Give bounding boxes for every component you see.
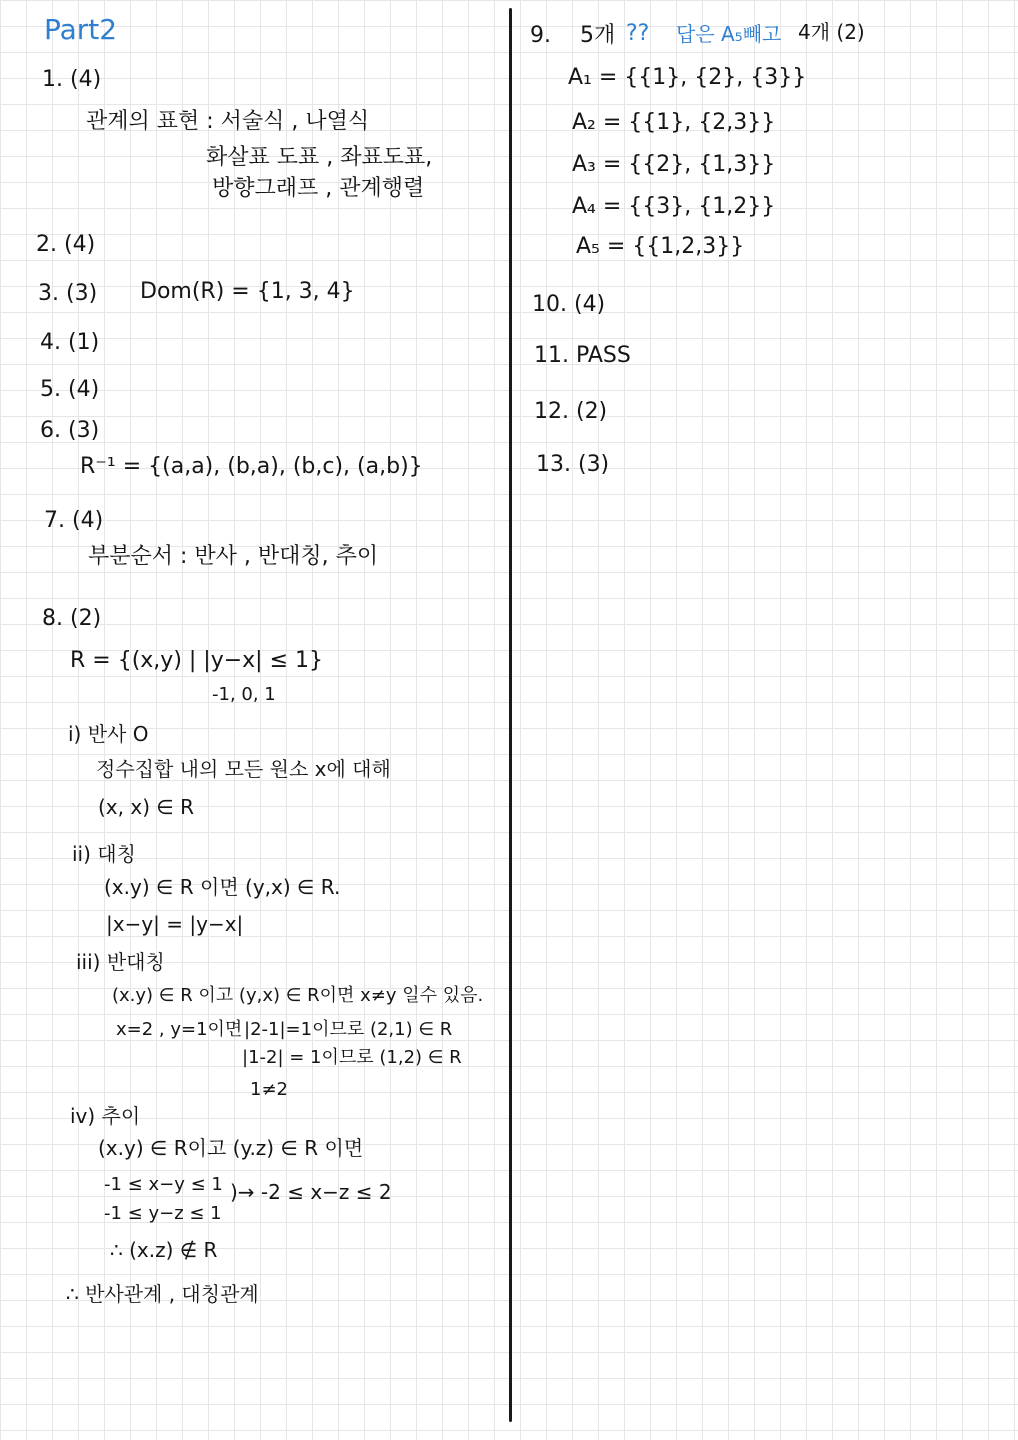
antisymmetric-line2a: x=2 , y=1이면	[116, 1019, 243, 1040]
q9-note: 4개 (2)	[798, 20, 865, 44]
q3-note: Dom(R) = {1, 3, 4}	[140, 279, 355, 304]
reflexive-line1: 정수집합 내의 모든 원소 x에 대해	[96, 757, 391, 781]
transitive-line1: (x.y) ∈ R이고 (y.z) ∈ R 이면	[98, 1136, 364, 1160]
q1-note-line2: 화살표 도표 , 좌표도표,	[206, 145, 433, 170]
antisymmetric-line3: |1-2| = 1이므로 (1,2) ∈ R	[242, 1047, 462, 1068]
q8-relation: R = {(x,y) | |y−x| ≤ 1}	[70, 648, 324, 673]
q7-note: 부분순서 : 반사 , 반대칭, 추이	[88, 544, 379, 569]
q9-mark: ??	[626, 21, 650, 46]
reflexive-heading: i) 반사 O	[68, 722, 149, 746]
q5-answer: 5. (4)	[40, 377, 100, 402]
antisymmetric-line4: 1≠2	[250, 1079, 288, 1100]
q1-note-line3: 방향그래프 , 관계행렬	[212, 176, 425, 201]
q1-answer: 1. (4)	[42, 67, 102, 92]
q9-count: 5개	[580, 23, 616, 48]
transitive-result: )→ -2 ≤ x−z ≤ 2	[230, 1180, 392, 1204]
antisymmetric-line1: (x.y) ∈ R 이고 (y,x) ∈ R이면 x≠y 일수 있음.	[112, 985, 484, 1006]
symmetric-line2: |x−y| = |y−x|	[106, 912, 244, 936]
transitive-line3: -1 ≤ y−z ≤ 1	[104, 1203, 222, 1224]
q6-note: R⁻¹ = {(a,a), (b,a), (b,c), (a,b)}	[80, 454, 423, 479]
q9-number: 9.	[530, 23, 551, 48]
q7-answer: 7. (4)	[44, 508, 104, 533]
q9-a5: A₅ = {{1,2,3}}	[576, 234, 745, 259]
symmetric-line1: (x.y) ∈ R 이면 (y,x) ∈ R.	[104, 875, 341, 899]
page-title: Part2	[44, 13, 118, 46]
q13-answer: 13. (3)	[536, 452, 610, 477]
q2-answer: 2. (4)	[36, 232, 96, 257]
q11-answer: 11. PASS	[534, 343, 631, 368]
q3-answer: 3. (3)	[38, 281, 98, 306]
q1-note-line1: 관계의 표현 : 서술식 , 나열식	[86, 109, 370, 134]
reflexive-line2: (x, x) ∈ R	[98, 795, 195, 819]
q12-answer: 12. (2)	[534, 399, 608, 424]
column-divider	[509, 8, 512, 1422]
q8-values: -1, 0, 1	[212, 684, 276, 705]
q9-a2: A₂ = {{1}, {2,3}}	[572, 110, 776, 135]
transitive-line4: ∴ (x.z) ∉ R	[110, 1238, 218, 1262]
q4-answer: 4. (1)	[40, 330, 100, 355]
antisymmetric-line2b: |2-1|=1이므로 (2,1) ∈ R	[244, 1019, 453, 1040]
q10-answer: 10. (4)	[532, 292, 606, 317]
q9-a4: A₄ = {{3}, {1,2}}	[572, 194, 776, 219]
q9-note-blue: 답은 A₅빼고	[676, 22, 782, 46]
transitive-line2: -1 ≤ x−y ≤ 1	[104, 1174, 223, 1195]
q9-a3: A₃ = {{2}, {1,3}}	[572, 152, 776, 177]
transitive-heading: iv) 추이	[70, 1104, 141, 1128]
symmetric-heading: ii) 대칭	[72, 842, 136, 866]
conclusion: ∴ 반사관계 , 대칭관계	[66, 1282, 259, 1306]
antisymmetric-heading: iii) 반대칭	[76, 950, 165, 974]
q9-a1: A₁ = {{1}, {2}, {3}}	[568, 65, 807, 90]
q6-answer: 6. (3)	[40, 418, 100, 443]
q8-answer: 8. (2)	[42, 606, 102, 631]
